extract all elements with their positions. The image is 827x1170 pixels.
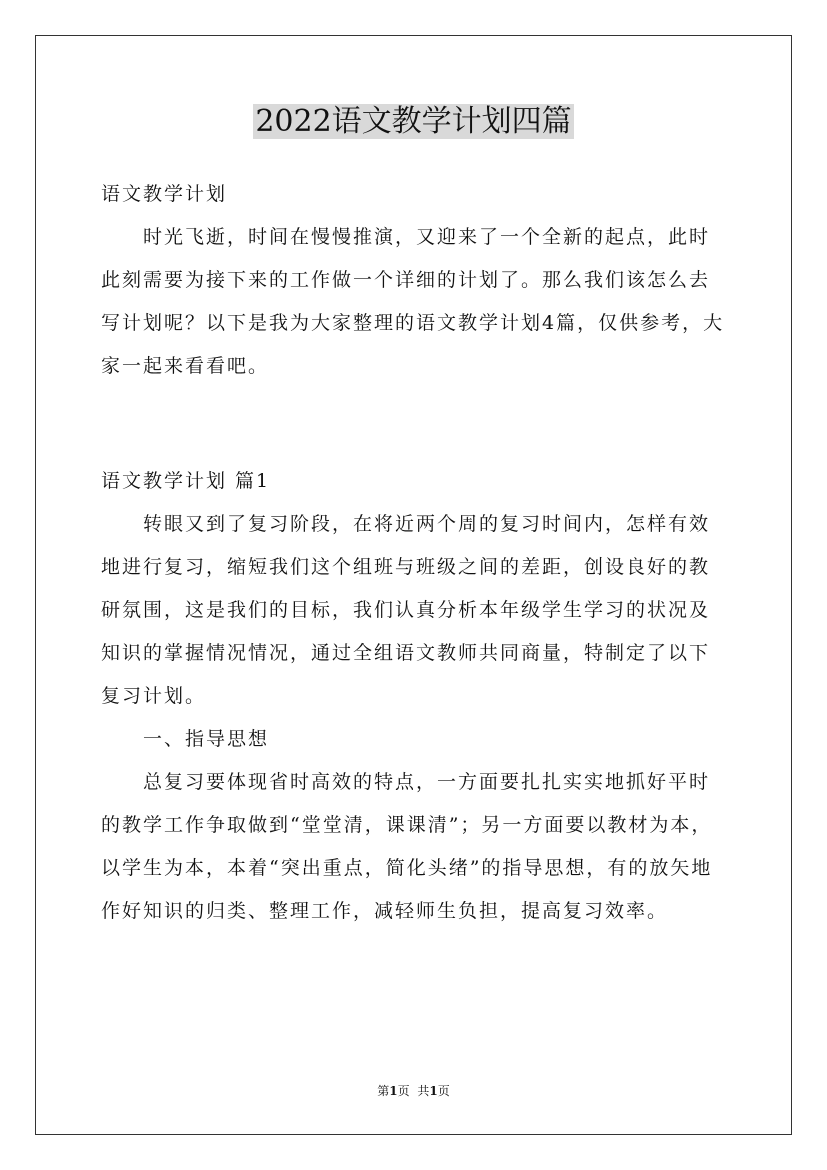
footer-total-suffix: 页: [437, 1084, 450, 1098]
footer-total-prefix: 共: [417, 1084, 430, 1098]
section-heading: 语文教学计划: [101, 183, 228, 205]
footer-page-current: 1: [389, 1084, 398, 1098]
document-title-text: 2022语文教学计划四篇: [255, 104, 572, 139]
article1-subheading-1: 一、指导思想: [143, 728, 270, 750]
page-footer: [0, 1083, 827, 1099]
footer-page-prefix: 第: [377, 1084, 390, 1098]
article1-paragraph-2: 总复习要体现省时高效的特点，一方面要扎扎实实地抓好平时的教学工作争取做到“堂堂清，课课清”；另一方面要以教材为本，以学生为本，本着“突出重点，简化头绪”的指导思想，有的放矢地作好知识的归类、整理工作，减轻师生负担，提高复习效率。: [101, 771, 713, 922]
footer-total-pages: 1: [429, 1084, 438, 1098]
footer-page-suffix: 页: [397, 1084, 410, 1098]
document-body: [101, 173, 729, 933]
document-title: [0, 100, 827, 144]
article1-paragraph-1: 转眼又到了复习阶段，在将近两个周的复习时间内，怎样有效地进行复习，缩短我们这个组班与班级之间的差距，创设良好的教研氛围，这是我们的目标，我们认真分析本年级学生学习的状况及知识的掌握情况情况，通过全组语文教师共同商量，特制定了以下复习计划。: [101, 513, 711, 707]
article1-heading: 语文教学计划 篇1: [101, 470, 271, 492]
intro-paragraph: 时光飞逝，时间在慢慢推演，又迎来了一个全新的起点，此时此刻需要为接下来的工作做一个详细的计划了。那么我们该怎么去写计划呢？以下是我为大家整理的语文教学计划4篇，仅供参考，大家一起来看看吧。: [101, 226, 725, 377]
